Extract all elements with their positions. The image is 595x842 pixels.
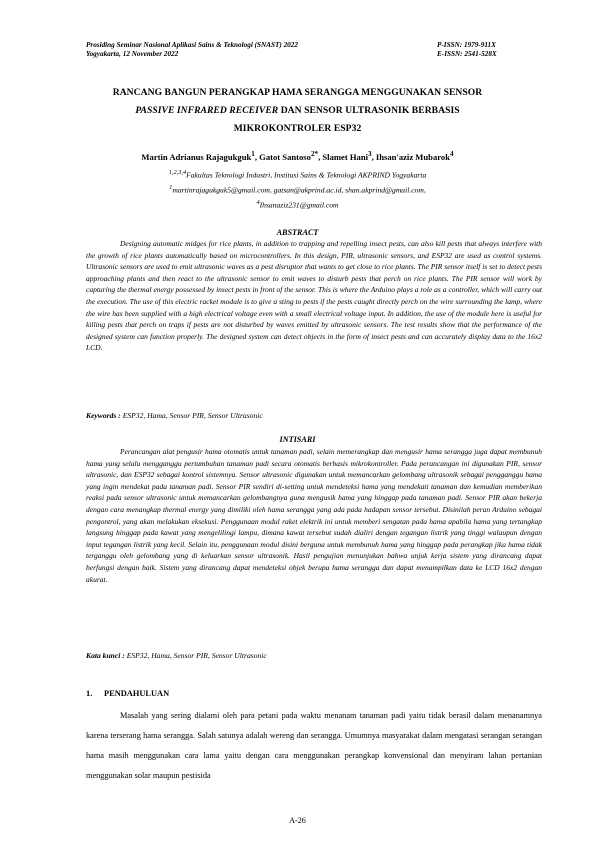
running-header-left (86, 41, 298, 59)
author-1-sup: 1 (251, 150, 255, 158)
affiliation-sup: 1,2,3,4 (168, 169, 187, 176)
affiliation-block (60, 167, 535, 212)
author-email-4[interactable] (60, 197, 535, 212)
author-emails[interactable] (60, 182, 535, 197)
author-4: Ihsan'aziz Mubarok (375, 151, 450, 162)
email-sup-1: 1 (169, 184, 173, 192)
title-italic-part: PASSIVE INFRARED RECEIVER (135, 105, 279, 116)
author-list: Martin Adrianus Rajagukguk$^1$, Gatot Santoso$^{2*}$, Slamet Hani$^3$, Ihsan'aziz Mubarok$^4$ (141, 150, 454, 162)
section-title: PENDAHULUAN (104, 689, 170, 698)
section-paragraph: Masalah yang sering dialami oleh para petani pada waktu menanam tanaman padi yaitu tidak berasil dalam menanamnya karena terserang hama serangga. Salah satunya adalah wereng dan serangga. Umumnya masyarakat dalam mengatasi serangan serangan hama masih menggunakan cara lama yaitu dengan cara menggunakan perangkap konvensional dan menyiram lahan pertanian menggunakan solar maupun pestisida (86, 711, 542, 780)
email-4[interactable]: Ihsanaziz231@gmail.com (259, 200, 339, 210)
author-3-sup: 3 (368, 150, 372, 158)
paper-title (60, 84, 535, 138)
title-line-1: RANCANG BANGUN PERANGKAP HAMA SERANGGA MENGGUNAKAN SENSOR (112, 87, 483, 98)
abstract-text: Designing automatic midges for rice plants, in addition to trapping and repelling insect pests, can also kill pests that always interfere with the growth of rice plants automatically based on microcontrollers. In this design, PIR, ultrasonic sensors, and ESP32 are used as control systems. Ultrasonic sensors are used to emit ultrasonic waves as a pest disruptor that wants to get close to rice plants. The PIR sensor itself is set to detect pests approaching plants and then react to the ultrasonic sensor to emit waves to disturb pests that perch on rice plants. The PIR sensor will work by capturing the thermal energy possessed by insect pests in front of the sensor. This is where the Arduino plays a role as a controller, which will carry out the execution. The use of this electric racket module is to give a sting to pests if the pests caught directly perch on the wire surrounding the lamp, where the wire has been supplied with a high electrical voltage even with a small electrical voltage input. In addition, the use of the module here is useful for killing pests that perch on traps if pests are not disturbed by waves emitted by ultrasonic sensors. The test results show that the performance of the designed system can function properly. The designed system can detect objects in the form of insect pests and can accurately display data to the 16x2 LCD. (86, 239, 542, 353)
author-4-sup: 4 (450, 150, 454, 158)
p-issn: P-ISSN: 1979-911X (437, 41, 496, 49)
intisari-keywords (86, 651, 542, 660)
e-issn: E-ISSN: 2541-528X (437, 50, 497, 58)
institution: Fakultas Teknologi Industri, Institusi Sains & Teknologi AKPRIND Yogyakarta (186, 170, 427, 180)
intisari-text: Perancangan alat pengusir hama otomatis untuk tanaman padi, selain memerangkap dan mengusir hama serangga juga dapat membunuh hama yang selalu mengganggu pertumbuhan tanaman padi secara otomatis berbasis mikrokontroller. Pada perancangan ini digunakan PIR, sensor ultrasonic, dan ESP32 sebagai kontrol sistemnya. Sensor ultrasonic digunakan untuk memancarkan gelombang ultrasonik sebagai pengganggu hama yang ingin mendekat pada tanaman padi. Sensor PIR sendiri di-setting untuk mendeteksi hama yang mendekati tanaman dan kemudian memberikan reaksi pada sensor ultrasonic untuk memancarkan gelombangnya guna mengusik hama yang hinggap pada tanaman padi. Sensor PIR akan bekerja dengan cara menangkap thermal energy yang dimiliki oleh hama serangga yang ada pada hadapan sensor tersebut. Disinilah peran Arduino sebagai pengontrol, yang akan melakukan eksekusi. Penggunaan modul raket elektrik ini untuk memberi sengatan pada hama apabila hama yang tertangkap langsung hinggap pada kawat yang mengelilingi lampu, dimana kawat tersebut sudah dialiri dengan tegangan listrik yang tinggi walaupun dengan input tegangan listrik yang kecil. Selain itu, penggunaan modul disini berguna untuk membunuh hama yang hinggap pada perangkap jika hama tidak terganggu oleh gelombang yang di keluarkan sensor ultrasonik. Hasil pengujian menunjukan bahwa unjuk kerja sistem yang dirancang dapat berfungsi dengan baik. Sistem yang dirancang dapat mendeteksi objek berupa hama serangga dan dapat menampilkan data ke LCD 16x2 dengan akurat. (86, 447, 542, 584)
intisari-heading: INTISARI (279, 435, 316, 444)
email-list[interactable]: martinrajagukguk5@gmail.com, gatsan@akprind.ac.id, shan.akprind@gmail.com, (172, 185, 426, 195)
title-line-3: MIKROKONTROLER ESP32 (233, 123, 362, 134)
kata-kunci-label: Kata kunci : (86, 651, 125, 660)
author-2-sup: 2* (310, 150, 319, 158)
intisari-body (86, 446, 542, 585)
affiliation (60, 167, 535, 182)
keywords-list: ESP32, Hama, Sensor PIR, Sensor Ultrasonic (120, 411, 263, 420)
running-header-right (437, 41, 497, 59)
conference-name: Prosiding Seminar Nasional Aplikasi Sains & Teknologi (SNAST) 2022 (86, 41, 298, 49)
keywords-label: Keywords : (86, 411, 121, 420)
email-4-sup: 4 (256, 199, 260, 207)
section-number: 1. (86, 689, 93, 698)
page-number: A-26 (289, 816, 306, 825)
author-1: Martin Adrianus Rajagukguk (141, 151, 252, 162)
conference-place-date: Yogyakarta, 12 November 2022 (86, 50, 179, 58)
section-body (86, 706, 542, 786)
kata-kunci-list: ESP32, Hama, Sensor PIR, Sensor Ultrasonic (124, 651, 267, 660)
abstract-keywords (86, 411, 542, 420)
section-heading-pendahuluan (86, 689, 169, 698)
abstract-body (86, 238, 542, 354)
title-line-2 (60, 102, 535, 120)
author-3: Slamet Hani (322, 151, 369, 162)
abstract-heading: ABSTRACT (276, 228, 319, 237)
author-2: Gatot Santoso (259, 151, 311, 162)
title-line-2-rest: DAN SENSOR ULTRASONIK BERBASIS (278, 105, 460, 116)
